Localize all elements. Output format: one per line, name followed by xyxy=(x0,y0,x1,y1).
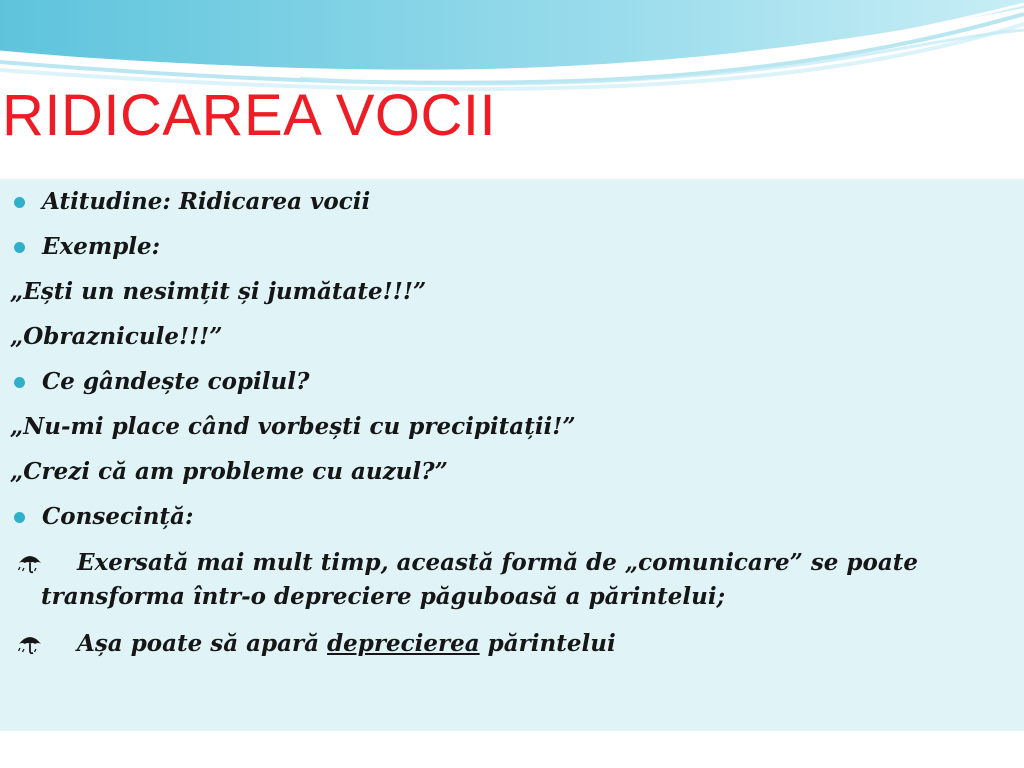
quote-example-1: „Ești un nesimțit și jumătate!!!” xyxy=(10,278,427,305)
bullet-examples xyxy=(10,230,1016,264)
sub-point-text-before: Așa poate să apară xyxy=(77,630,328,657)
bullet-text: Atitudine: Ridicarea vocii xyxy=(42,188,371,215)
sub-point-consequence-1 xyxy=(10,546,1016,614)
content-panel xyxy=(0,179,1024,731)
sub-point-text: Exersată mai mult timp, această formă de „comunicare” se poate transforma într-o depreciere păguboasă a părintelui; xyxy=(41,549,918,610)
sub-point-text-after: părintelui xyxy=(479,630,616,657)
bullet-child-thinks xyxy=(10,365,1016,399)
bullet-dot-icon xyxy=(14,512,25,523)
bullet-dot-icon xyxy=(14,377,25,388)
bullet-text: Ce gândește copilul? xyxy=(42,368,310,395)
quote-child-1: „Nu-mi place când vorbești cu precipitații!” xyxy=(10,413,576,440)
bullet-attitude xyxy=(10,185,1016,219)
sub-point-consequence-2 xyxy=(10,627,1016,661)
umbrella-icon xyxy=(18,633,42,655)
quote-example-2: „Obraznicule!!!” xyxy=(10,323,223,350)
bullet-consequence xyxy=(10,500,1016,534)
sub-point-text xyxy=(41,627,1016,661)
slide-title: RIDICAREA VOCII xyxy=(2,83,497,148)
bullet-text: Exemple: xyxy=(42,233,161,260)
underlined-term: deprecierea xyxy=(327,630,480,657)
umbrella-icon xyxy=(18,552,42,574)
bullet-dot-icon xyxy=(14,242,25,253)
quote-child-2: „Crezi că am probleme cu auzul?” xyxy=(10,458,448,485)
bullet-dot-icon xyxy=(14,197,25,208)
bullet-text: Consecință: xyxy=(42,503,194,530)
